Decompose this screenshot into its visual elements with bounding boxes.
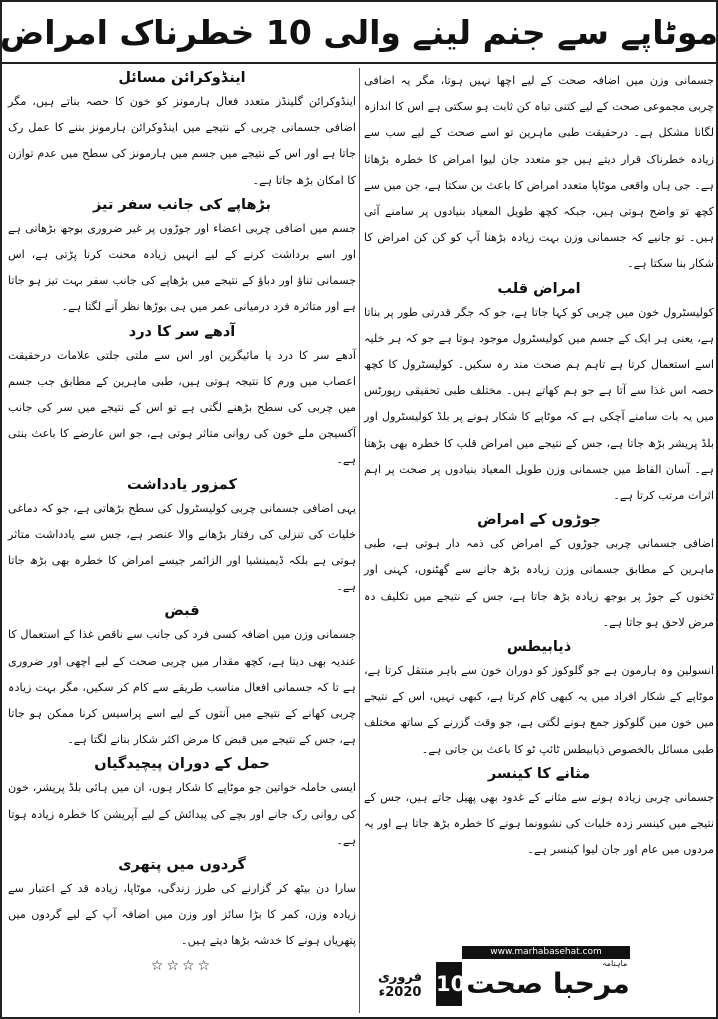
issue-date: فروری 2020ء xyxy=(377,970,423,1000)
section-heading: امراض قلب xyxy=(497,280,581,297)
section-text: جسمانی چربی زیادہ ہونے سے مثانے کے غدود بھی پھیل جاتے ہیں، جس کے نتیجے میں کینسر زدہ خلیات کی نشوونما ہونے کا خطرہ بڑھ جاتا ہے اور یہ مردوں میں عام اور جان لیوا کینسر ہے۔ xyxy=(364,790,714,857)
section-text: اضافی جسمانی چربی جوڑوں کے امراض کی ذمہ دار ہوتی ہے، طبی ماہرین کے مطابق جسمانی وزن زیادہ بڑھ جانے سے گھٹنوں، کہنی اور ٹخنوں کے جوڑ پر بوجھ زیادہ بڑھ جاتا ہے، جس کے نتیجے میں تکلیف دہ مرض لاحق ہو جاتا ہے۔ xyxy=(364,537,714,629)
magazine-type-label: ماہنامہ xyxy=(602,959,628,968)
magazine-logo: مرحبا صحت xyxy=(466,967,630,1000)
section-heading: ذیابیطس xyxy=(506,639,572,656)
column-divider xyxy=(359,68,360,1013)
article-title: موٹاپے سے جنم لینے والی 10 خطرناک امراض xyxy=(0,12,718,52)
section-heading: گردوں میں پتھری xyxy=(118,857,246,874)
section-heading: مثانے کا کینسر xyxy=(487,765,591,782)
section-text: انسولین وہ ہارمون ہے جو گلوکوز کو دوران خون سے باہر منتقل کرتا ہے، موٹاپے کے شکار افراد میں یہ کبھی کام کرتا ہے، کبھی نہیں، اس کے نتیجے میں خون میں گلوکوز جمع ہونے لگتی ہے، جو وقت گزرنے کے ساتھ مختلف طبی مسائل بالخصوص ذیابیطس ٹائپ ٹو کا باعث بن جاتی ہے۔ xyxy=(364,664,714,756)
section-text: ایسی حاملہ خواتین جو موٹاپے کا شکار ہوں، ان میں ہائی بلڈ پریشر، خون کی روانی رک جانے اور بچے کی پیدائش کے لیے آپریشن کا خطرہ زیادہ ہوتا ہے۔ xyxy=(8,781,356,847)
section-heading: اینڈوکرائن مسائل xyxy=(118,70,246,86)
section-text: یہی اضافی جسمانی چربی کولیسٹرول کی سطح بڑھاتی ہے، جو کہ دماغی خلیات کی تنزلی کی رفتار بڑھانے والا عنصر ہے، جس سے یادداشت متاثر ہوتی ہے بلکہ ڈیمینشیا اور الزائمر جیسے امراض کا خطرہ بھی بڑھ جاتا ہے۔ xyxy=(8,501,356,594)
intro-paragraph: جسمانی وزن میں اضافہ صحت کے لیے اچھا نہیں ہوتا، مگر یہ اضافی چربی مجموعی صحت کے لیے کتنی تباہ کن ثابت ہو سکتی ہے اس کا اندازہ لگانا مشکل ہے۔ درحقیقت طبی ماہرین تو اسے صحت کے لیے سب سے زیادہ خطرناک قرار دیتے ہیں جو متعدد جان لیوا امراض کا خطرہ بڑھاتا ہے۔ جی ہاں واقعی موٹاپا متعدد امراض کا باعث بن سکتا ہے، جن میں سے کچھ تو واضح ہوتی ہیں، جبکہ کچھ طویل المعیاد بنیادوں پر سامنے آتی ہیں۔ تو جانیے کہ جسمانی وزن بہت زیادہ بڑھنا آپ کو کن کن امراض کا شکار بنا سکتا ہے۔ xyxy=(364,74,714,271)
section-text: سارا دن بیٹھ کر گزارنے کی طرز زندگی، موٹاپا، زیادہ قد کے اعتبار سے زیادہ وزن، کمر کا بڑا سائز اور وزن میں اضافہ آپ کے لیے گردوں میں پتھریاں ہونے کا خدشہ بڑھا دیتے ہیں۔ xyxy=(8,882,356,948)
section-text: جسم میں اضافی چربی اعضاء اور جوڑوں پر غیر ضروری بوجھ بڑھاتی ہے اور اسے برداشت کرنے کے لیے انہیں زیادہ محنت کرنا پڑتی ہے، اس جسمانی تناؤ اور دباؤ کے نتیجے میں بڑھاپے کی جانب سفر بہت تیز ہو جاتا ہے اور متاثرہ فرد درمیانی عمر میں ہی بوڑھا نظر آنے لگتا ہے۔ xyxy=(8,221,356,314)
section-text: اینڈوکرائن گلینڈز متعدد فعال ہارمونز کو خون کا حصہ بناتے ہیں، مگر اضافی جسمانی چربی کے نتیجے میں اینڈوکرائن ہارمونز بننے کا عمل رک جاتا ہے اور اس کے نتیجے میں جسم میں ہارمونز کی سطح میں عدم توازن کا امکان بڑھ جاتا ہے۔ xyxy=(8,95,356,187)
right-column xyxy=(364,68,714,866)
section-heading: کمزور یادداشت xyxy=(127,476,237,493)
end-stars: ☆☆☆☆ xyxy=(150,957,214,974)
section-text: کولیسٹرول خون میں چربی کو کہا جاتا ہے، جو کہ جگر قدرتی طور پر بناتا ہے، یعنی ہر ایک کے جسم میں کولیسٹرول موجود ہوتا ہے جو کہ ہر خلیہ اسے استعمال کرتا ہے تاہم ہم صحت مند رہ سکیں۔ کولیسٹرول کا کچھ حصہ اس غذا سے آتا ہے جو ہم کھاتے ہیں۔ مختلف طبی تحقیقی رپورٹس میں یہ بات سامنے آچکی ہے کہ موٹاپے کا شکار ہونے پر بلڈ کولیسٹرول اور بلڈ پریشر بڑھ جاتا ہے، جس کے نتیجے میں امراض قلب کا خطرہ بھی بڑھتا ہے۔ آسان الفاظ میں جسمانی وزن طویل المعیاد بنیادوں پر صحت پر اہم اثرات مرتب کرتا ہے۔ xyxy=(364,305,714,503)
left-column xyxy=(8,68,356,1013)
website-url: www.marhabasehat.com xyxy=(462,946,630,959)
section-heading: قبض xyxy=(164,603,200,620)
magazine-masthead xyxy=(364,940,714,1016)
page-number: 10 xyxy=(436,962,462,1006)
section-text: آدھے سر کا درد یا مائیگرین اور اس سے ملتی جلتی علامات درحقیقت اعصاب میں ورم کا نتیجہ ہوتی ہیں، طبی ماہرین کے مطابق جب جسم میں چربی کی سطح بڑھنے لگتی ہے تو اس کے نتیجے میں سر کی جانب آکسیجن ملے خون کی روانی متاثر ہوتی ہے، جو اس عارضے کا باعث بنتی ہے۔ xyxy=(8,348,356,467)
section-heading: بڑھاپے کی جانب سفر تیز xyxy=(93,196,271,213)
section-heading: حمل کے دوران پیچیدگیاں xyxy=(94,756,270,773)
section-text: جسمانی وزن میں اضافہ کسی فرد کی جانب سے ناقص غذا کے استعمال کا عندیہ بھی دیتا ہے، کچھ مقدار میں چربی صحت کے لیے اچھی اور ضروری ہے تا کہ جسمانی افعال مناسب طریقے سے کام کر سکیں، مگر بہت زیادہ چربی کھانے کے نتیجے میں آنتوں کے لیے اسے پراسیس کرنا ممکن ہو جاتا ہے، جس کے نتیجے میں قبض کا مرض اکثر شکار بنانے لگتا ہے۔ xyxy=(8,628,356,747)
section-heading: جوڑوں کے امراض xyxy=(477,512,601,529)
article-header xyxy=(2,2,716,64)
section-heading: آدھے سر کا درد xyxy=(128,323,236,340)
